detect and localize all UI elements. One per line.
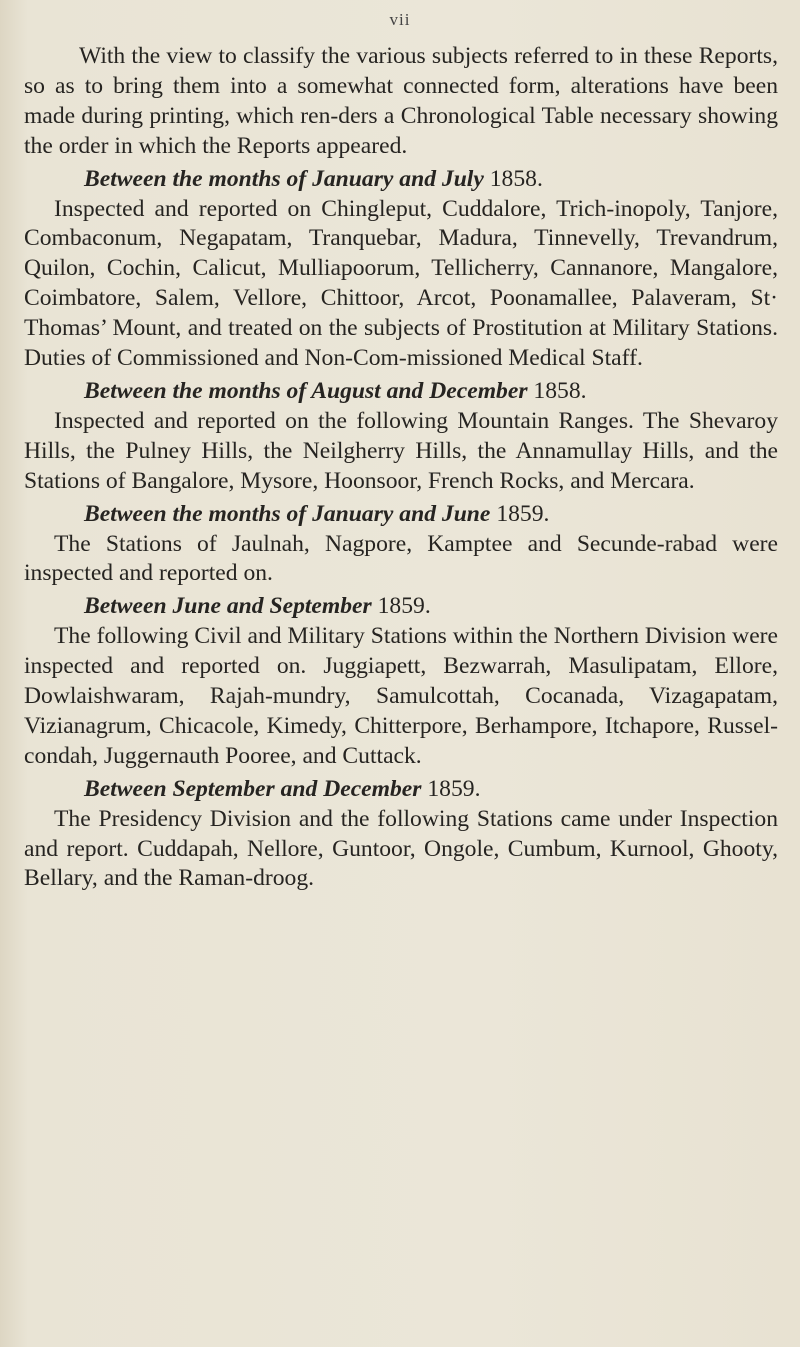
section-year: 1858. (489, 165, 543, 192)
page-text (24, 42, 778, 894)
intro-paragraph: With the view to classify the various subjects referred to in these Reports, so as to bring them into a somewhat connected form, alterations have been made during printing, which ren-ders a Chronological Table necessary showing the order in which the Reports appeared. (24, 43, 778, 159)
section-heading-1 (24, 165, 778, 195)
section-body-5: The Presidency Division and the following Stations came under Inspection and report. Cuddapah, Nellore, Guntoor, Ongole, Cumbum, Kurnool, Ghooty, Bellary, and the Raman-droog. (24, 805, 778, 892)
section-heading-3 (24, 500, 778, 530)
section-heading-text: Between the months of August and December (84, 377, 528, 404)
section-body-2: Inspected and reported on the following Mountain Ranges. The Shevaroy Hills, the Pulney Hills, the Neilgherry Hills, the Annamullay Hills, and the Stations of Bangalore, Mysore, Hoonsoor, French Rocks, and Mercara. (24, 407, 778, 494)
section-year: 1859. (496, 500, 550, 527)
section-heading-2 (24, 377, 778, 407)
section-body-3: The Stations of Jaulnah, Nagpore, Kamptee and Secunde-rabad were inspected and reported on. (24, 530, 778, 587)
section-heading-text: Between September and December (84, 775, 422, 802)
section-year: 1859. (427, 775, 481, 802)
section-year: 1859. (377, 593, 431, 620)
section-body-4: The following Civil and Military Stations within the Northern Division were inspected and reported on. Juggiapett, Bezwarrah, Masulipatam, Ellore, Dowlaishwaram, Rajah-mundry, Samulcottah, Cocanada, Vizagapatam, Vizianagrum, Chicacole, Kimedy, Chitterpore, Berhampore, Itchapore, Russel-condah, Juggernauth Pooree, and Cuttack. (24, 623, 778, 769)
page-number: vii (389, 10, 411, 29)
section-heading-text: Between the months of January and June (84, 500, 491, 527)
section-heading-text: Between June and September (84, 593, 372, 620)
section-year: 1858. (533, 377, 587, 404)
section-heading-5 (24, 775, 778, 805)
section-body-1: Inspected and reported on Chingleput, Cuddalore, Trich-inopoly, Tanjore, Combaconum, Negapatam, Tranquebar, Madura, Tinnevelly, Trevandrum, Quilon, Cochin, Calicut, Mulliapoorum, Tellicherry, Cannanore, Mangalore, Coimbatore, Salem, Vellore, Chittoor, Arcot, Poonamallee, Palaveram, St· Thomas’ Mount, and treated on the subjects of Prostitution at Military Stations. Duties of Commissioned and Non-Com-missioned Medical Staff. (24, 195, 778, 372)
section-heading-text: Between the months of January and July (84, 165, 484, 192)
section-heading-4 (24, 592, 778, 622)
